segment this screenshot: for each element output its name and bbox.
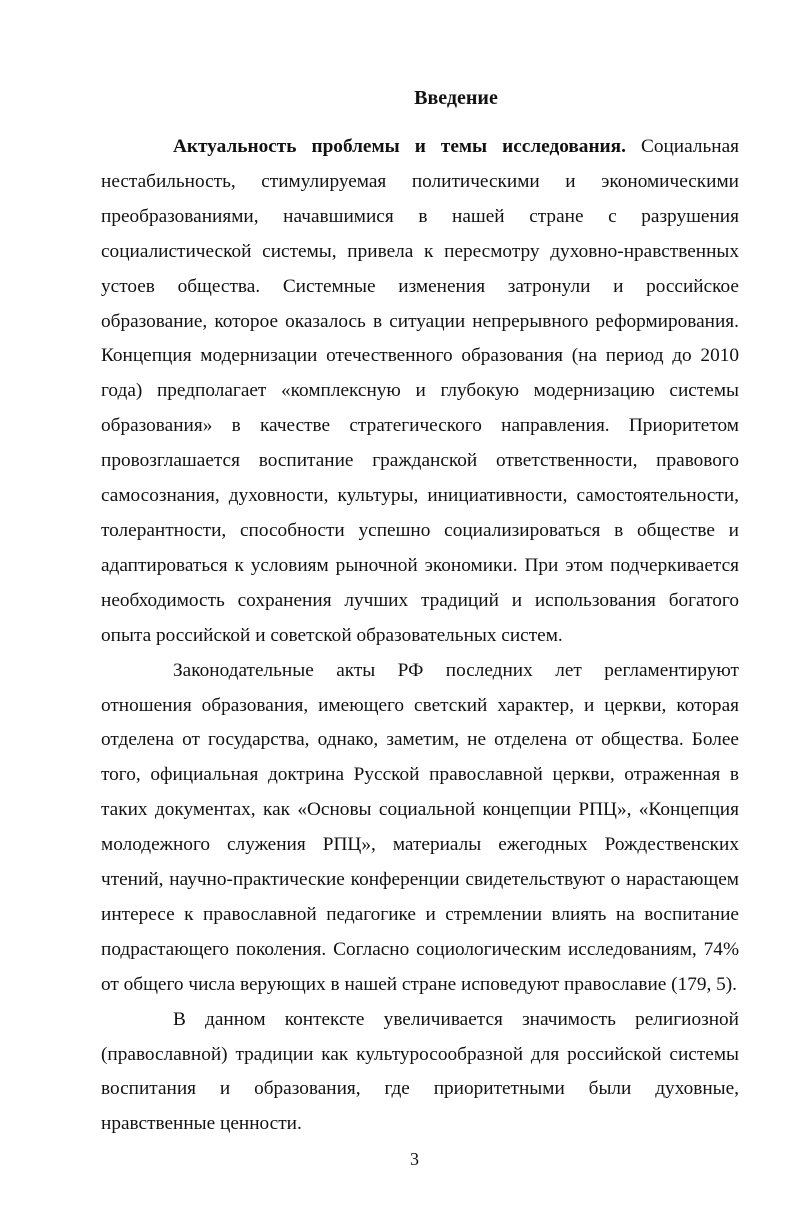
page-number: 3 [410, 1149, 419, 1169]
paragraph-lead: Актуальность проблемы и темы исследования. [173, 136, 626, 157]
paragraph-text: В данном контексте увеличивается значимость религиозной (православной) традиции как культуросообразной для российской системы воспитания и образования, где приоритетными были духовные, нравственные ценности. [101, 1008, 739, 1135]
paragraph-text: Законодательные акты РФ последних лет регламентируют отношения образования, имеющего светский характер, и церкви, которая отделена от государства, однако, заметим, не отделена от общества. Более того, официальная доктрина Русской православной церкви, отраженная в таких документах, как «Основы социальной концепции РПЦ», «Концепция молодежного служения РПЦ», материалы ежегодных Рождественских чтений, научно-практические конференции свидетельствуют о нарастающем интересе к православной педагогике и стремлении влиять на воспитание подрастающего поколения. Согласно социологическим исследованиям, 74% от общего числа верующих в нашей стране исповедуют православие (179, 5). [101, 659, 739, 995]
paragraph-context [101, 1003, 739, 1143]
body-text [101, 130, 739, 1142]
paragraph-relevance [101, 130, 739, 654]
paragraph-legislation [101, 654, 739, 1003]
paragraph-text: Социальная нестабильность, стимулируемая политическими и экономическими преобразованиями, начавшимися в нашей стране с разрушения социалистической системы, привела к пересмотру духовно-нравственных устоев общества. Системные изменения затронули и российское образование, которое оказалось в ситуации непрерывного реформирования. Концепция модернизации отечественного образования (на период до 2010 года) предполагает «комплексную и глубокую модернизацию системы образования» в качестве стратегического направления. Приоритетом провозглашается воспитание гражданской ответственности, правового самосознания, духовности, культуры, инициативности, самостоятельности, толерантности, способности успешно социализироваться в обществе и адаптироваться к условиям рыночной экономики. При этом подчеркивается необходимость сохранения лучших традиций и использования богатого опыта российской и советской образовательных систем. [101, 136, 739, 646]
page-title: Введение [414, 87, 498, 109]
